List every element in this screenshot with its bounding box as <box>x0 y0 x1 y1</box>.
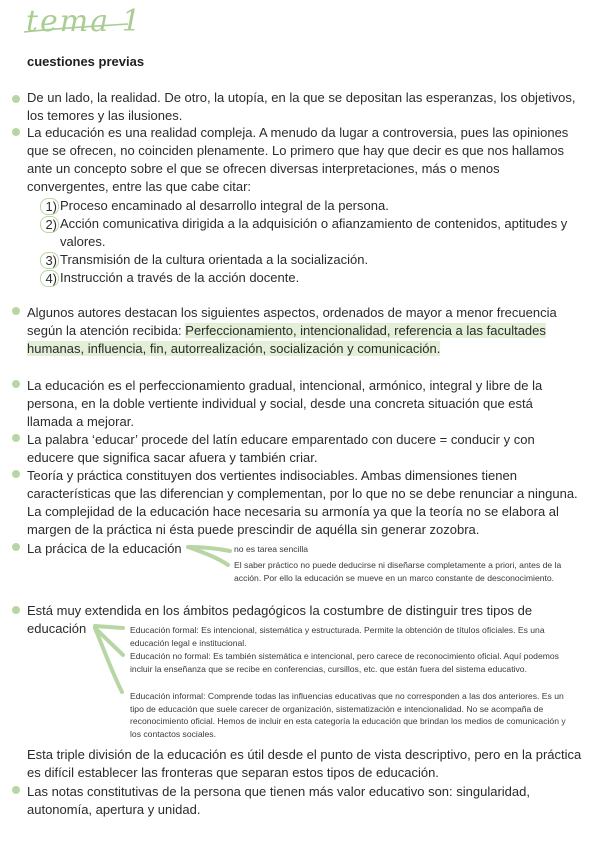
paragraph-practice: La prácica de la educación <box>27 541 182 556</box>
paragraph-etymology: La palabra ‘educar’ procede del latín educare emparentado con ducere = conducir y con educere que significa sacar afuera y también criar. <box>27 432 535 465</box>
section-heading: cuestiones previas <box>27 54 145 69</box>
paragraph-person-notes: Las notas constitutivas de la persona que tienen más valor educativo son: singularidad, autonomía, apertura y unidad. <box>27 784 530 817</box>
list-item-text: Acción comunicativa dirigida a la adquisición o afianzamiento de contenidos, aptitudes y valores. <box>60 216 568 249</box>
bullet-dot <box>12 95 20 103</box>
paragraph-reality-utopia: De un lado, la realidad. De otro, la utopía, en la que se depositan las esperanzas, los objetivos, los temores y las ilusiones. <box>27 90 576 123</box>
list-item-text: Proceso encaminado al desarrollo integral de la persona. <box>60 198 389 213</box>
list-item <box>40 251 585 269</box>
highlighted-text: Perfeccionamiento, intencionalidad, referencia a las facultades humanas, influencia, fin, autorrealización, socialización y comunicación. <box>27 323 546 356</box>
paragraph-education-complex: La educación es una realidad compleja. A menudo da lugar a controversia, pues las opiniones que se ofrecen, no coinciden plenamente. Lo primero que hay que decir es que nos hallamos ante un concepto sobre el que se ofrecen diversas interpretaciones, más o menos convergentes, entre las que cabe citar: <box>27 125 569 194</box>
list-number: 1) <box>40 198 59 215</box>
bullet-dot <box>12 307 20 315</box>
note-not-easy: no es tarea sencilla <box>234 544 309 554</box>
bullet-dot <box>12 470 20 478</box>
note-formal-education: Educación formal: Es intencional, sistemática y estructurada. Permite la obtención de títulos oficiales. Es una educación legal e institucional. <box>130 625 545 648</box>
paragraph-text: Algunos autores destacan los siguientes aspectos, ordenados de mayor a menor frecuencia según la atención recibida: <box>27 305 557 338</box>
paragraph-definition: La educación es el perfeccionamiento gradual, intencional, armónico, integral y libre de la persona, en la doble vertiente individual y social, desde una concreta situación que está llamada a mejorar. <box>27 378 543 429</box>
note-practical-knowledge: El saber práctico no puede deducirse ni diseñarse completamente a priori, antes de la acción. Por ello la educación se mueve en un marco constante de desconocimiento. <box>234 560 562 583</box>
bullet-dot <box>12 380 20 388</box>
bullet-dot <box>12 128 20 136</box>
list-item <box>40 269 585 287</box>
list-item <box>40 197 585 215</box>
paragraph-authors-aspects <box>27 304 582 358</box>
paragraph-theory-practice: Teoría y práctica constituyen dos vertientes indisociables. Ambas dimensiones tienen características que las diferencian y complementan, por lo que no se debe renunciar a ninguna. La complejidad de la educación hace necesaria su armonía ya que la teoría no se elabora al margen de la práctica ni ésta puede prescindir de aquélla sin generar zozobra. <box>27 468 578 537</box>
bullet-dot <box>12 543 20 551</box>
list-item-text: Transmisión de la cultura orientada a la socialización. <box>60 252 369 267</box>
list-number: 2) <box>40 216 59 233</box>
note-informal-education: Educación informal: Comprende todas las influencias educativas que no corresponden a las dos anteriores. Es un tipo de educación que suele carecer de organización, sistematización e intencionalidad. No se acompaña de reconocimiento oficial. Hemos de incluir en esta categoría la educación que brindan los medios de comunicación y los contactos sociales. <box>130 691 566 739</box>
list-number: 3) <box>40 252 59 269</box>
bullet-dot <box>12 786 20 794</box>
paragraph-triple-division: Esta triple división de la educación es útil desde el punto de vista descriptivo, pero en la práctica es difícil establecer las fronteras que separan estos tipos de educación. <box>27 747 582 780</box>
list-number: 4) <box>40 270 59 287</box>
paragraph-types-education-end: educación <box>27 621 87 636</box>
bullet-dot <box>12 606 20 614</box>
paragraph-types-education: Está muy extendida en los ámbitos pedagógicos la costumbre de distinguir tres tipos de <box>27 603 533 618</box>
list-item-text: Instrucción a través de la acción docente. <box>60 270 300 285</box>
list-item <box>40 215 585 251</box>
interpretations-list <box>40 197 585 287</box>
bullet-dot <box>12 434 20 442</box>
note-non-formal-education: Educación no formal: Es también sistemática e intencional, pero carece de reconocimiento oficial. Aquí podemos incluir la enseñanza que se recibe en conferencias, cursillos, etc. que están fuera del sistema educativo. <box>130 651 559 674</box>
page-title: tema 1 <box>26 4 143 39</box>
